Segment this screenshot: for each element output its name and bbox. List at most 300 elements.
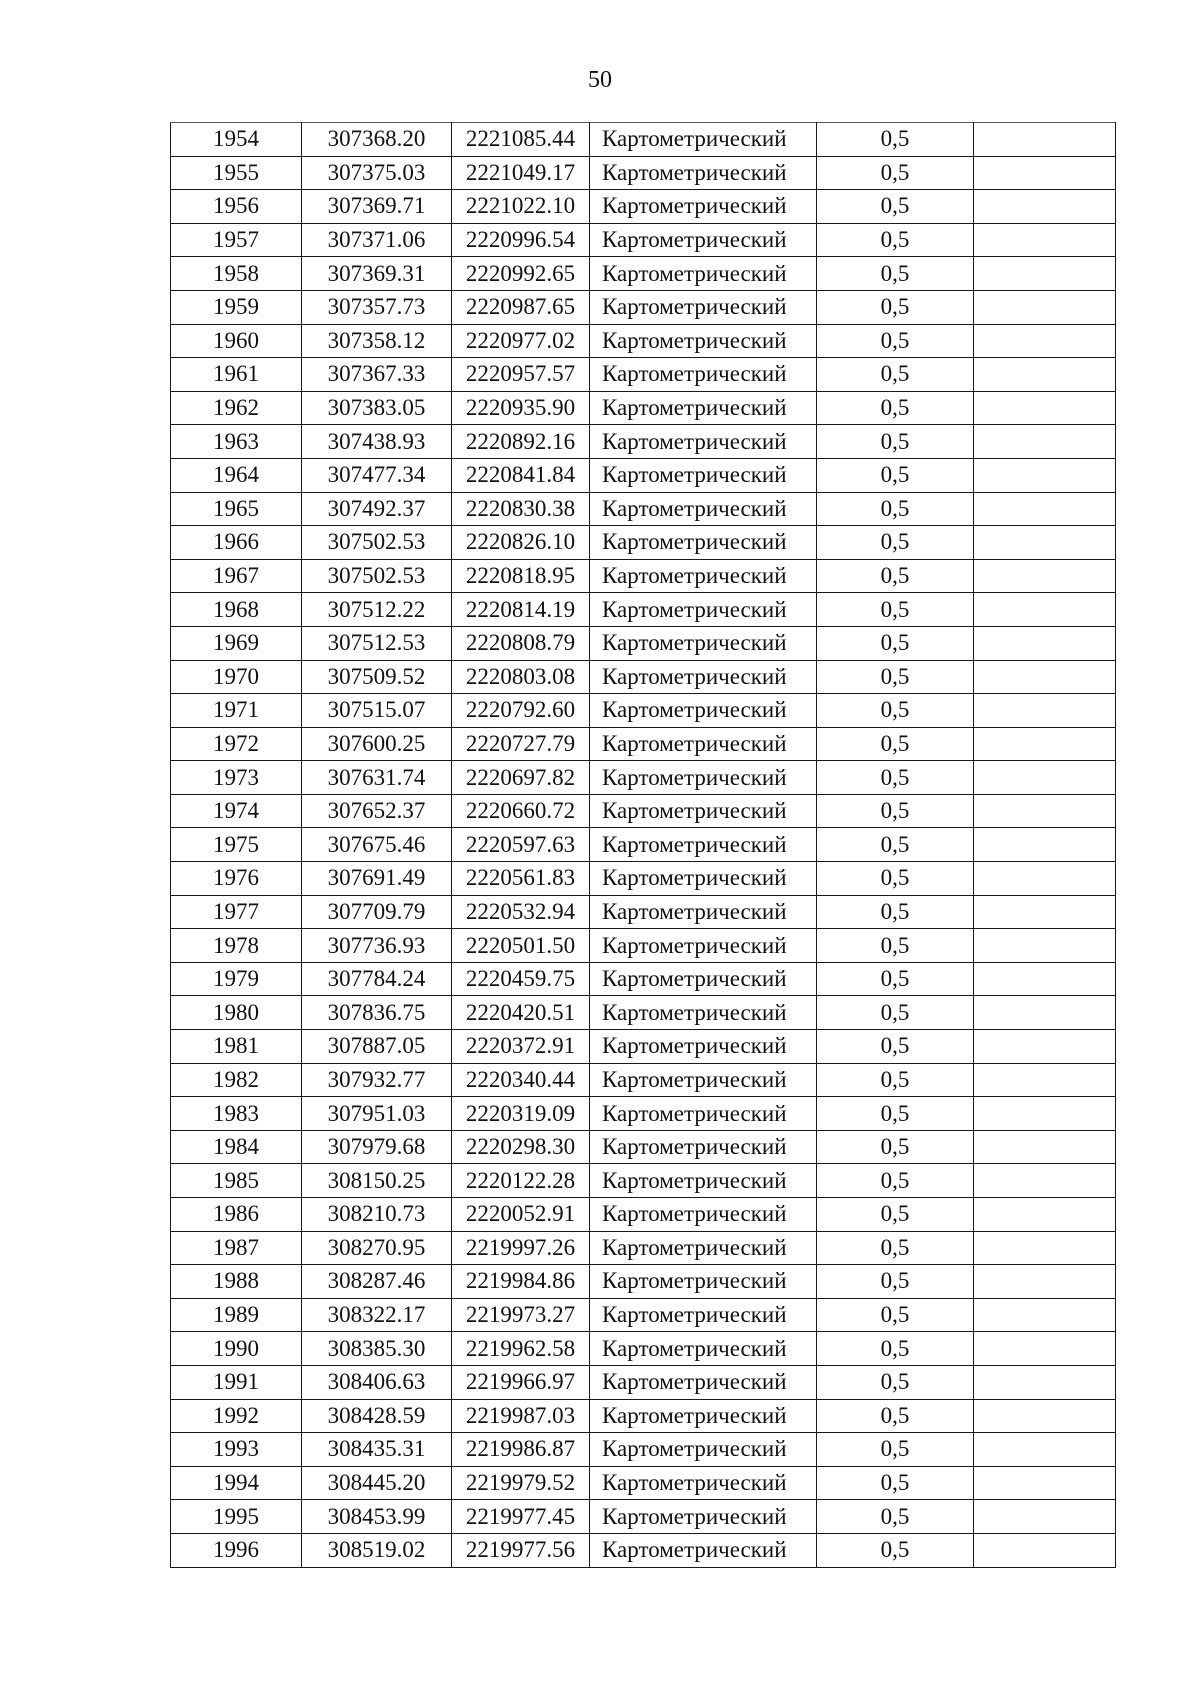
table-row	[171, 1533, 1116, 1567]
point-number-cell: 1968	[171, 593, 302, 627]
y-coordinate-cell: 2220532.94	[452, 895, 590, 929]
y-coordinate-cell: 2219986.87	[452, 1433, 590, 1467]
y-coordinate-cell: 2220697.82	[452, 761, 590, 795]
x-coordinate-cell: 307932.77	[302, 1063, 452, 1097]
accuracy-cell: 0,5	[817, 1466, 974, 1500]
table-row	[171, 761, 1116, 795]
y-coordinate-cell: 2219987.03	[452, 1399, 590, 1433]
table-row	[171, 492, 1116, 526]
point-number-cell: 1992	[171, 1399, 302, 1433]
method-cell: Картометрический	[590, 324, 817, 358]
note-cell	[974, 794, 1116, 828]
y-coordinate-cell: 2220803.08	[452, 660, 590, 694]
method-cell: Картометрический	[590, 1466, 817, 1500]
table-row	[171, 458, 1116, 492]
x-coordinate-cell: 308210.73	[302, 1198, 452, 1232]
x-coordinate-cell: 307512.53	[302, 626, 452, 660]
method-cell: Картометрический	[590, 1164, 817, 1198]
point-number-cell: 1981	[171, 1030, 302, 1064]
accuracy-cell: 0,5	[817, 626, 974, 660]
table-row	[171, 1365, 1116, 1399]
table-row	[171, 1231, 1116, 1265]
note-cell	[974, 996, 1116, 1030]
note-cell	[974, 458, 1116, 492]
x-coordinate-cell: 307368.20	[302, 123, 452, 157]
x-coordinate-cell: 307502.53	[302, 526, 452, 560]
y-coordinate-cell: 2220340.44	[452, 1063, 590, 1097]
point-number-cell: 1983	[171, 1097, 302, 1131]
method-cell: Картометрический	[590, 1097, 817, 1131]
method-cell: Картометрический	[590, 1500, 817, 1534]
note-cell	[974, 962, 1116, 996]
accuracy-cell: 0,5	[817, 1130, 974, 1164]
table-row	[171, 1399, 1116, 1433]
accuracy-cell: 0,5	[817, 1030, 974, 1064]
x-coordinate-cell: 307515.07	[302, 694, 452, 728]
table-row	[171, 1298, 1116, 1332]
accuracy-cell: 0,5	[817, 1265, 974, 1299]
accuracy-cell: 0,5	[817, 660, 974, 694]
method-cell: Картометрический	[590, 895, 817, 929]
y-coordinate-cell: 2220372.91	[452, 1030, 590, 1064]
table-row	[171, 559, 1116, 593]
x-coordinate-cell: 307836.75	[302, 996, 452, 1030]
point-number-cell: 1956	[171, 190, 302, 224]
accuracy-cell: 0,5	[817, 1164, 974, 1198]
table-row	[171, 626, 1116, 660]
point-number-cell: 1986	[171, 1198, 302, 1232]
accuracy-cell: 0,5	[817, 828, 974, 862]
point-number-cell: 1961	[171, 358, 302, 392]
y-coordinate-cell: 2220808.79	[452, 626, 590, 660]
table-row	[171, 223, 1116, 257]
accuracy-cell: 0,5	[817, 458, 974, 492]
x-coordinate-cell: 308385.30	[302, 1332, 452, 1366]
point-number-cell: 1970	[171, 660, 302, 694]
method-cell: Картометрический	[590, 1399, 817, 1433]
y-coordinate-cell: 2220052.91	[452, 1198, 590, 1232]
note-cell	[974, 1231, 1116, 1265]
x-coordinate-cell: 308453.99	[302, 1500, 452, 1534]
x-coordinate-cell: 307502.53	[302, 559, 452, 593]
accuracy-cell: 0,5	[817, 1433, 974, 1467]
note-cell	[974, 761, 1116, 795]
x-coordinate-cell: 308406.63	[302, 1365, 452, 1399]
accuracy-cell: 0,5	[817, 257, 974, 291]
x-coordinate-cell: 307979.68	[302, 1130, 452, 1164]
method-cell: Картометрический	[590, 1130, 817, 1164]
accuracy-cell: 0,5	[817, 123, 974, 157]
note-cell	[974, 1298, 1116, 1332]
accuracy-cell: 0,5	[817, 929, 974, 963]
point-number-cell: 1965	[171, 492, 302, 526]
method-cell: Картометрический	[590, 492, 817, 526]
note-cell	[974, 1332, 1116, 1366]
point-number-cell: 1966	[171, 526, 302, 560]
table-row	[171, 895, 1116, 929]
method-cell: Картометрический	[590, 559, 817, 593]
method-cell: Картометрический	[590, 290, 817, 324]
note-cell	[974, 862, 1116, 896]
accuracy-cell: 0,5	[817, 862, 974, 896]
y-coordinate-cell: 2220792.60	[452, 694, 590, 728]
table-row	[171, 123, 1116, 157]
note-cell	[974, 1500, 1116, 1534]
method-cell: Картометрический	[590, 358, 817, 392]
table-row	[171, 1332, 1116, 1366]
note-cell	[974, 1097, 1116, 1131]
accuracy-cell: 0,5	[817, 324, 974, 358]
point-number-cell: 1971	[171, 694, 302, 728]
x-coordinate-cell: 307784.24	[302, 962, 452, 996]
table-row	[171, 593, 1116, 627]
note-cell	[974, 828, 1116, 862]
method-cell: Картометрический	[590, 828, 817, 862]
note-cell	[974, 660, 1116, 694]
note-cell	[974, 324, 1116, 358]
table-row	[171, 1130, 1116, 1164]
y-coordinate-cell: 2220122.28	[452, 1164, 590, 1198]
method-cell: Картометрический	[590, 1198, 817, 1232]
point-number-cell: 1989	[171, 1298, 302, 1332]
point-number-cell: 1972	[171, 727, 302, 761]
y-coordinate-cell: 2220298.30	[452, 1130, 590, 1164]
y-coordinate-cell: 2220826.10	[452, 526, 590, 560]
x-coordinate-cell: 307438.93	[302, 425, 452, 459]
y-coordinate-cell: 2220727.79	[452, 727, 590, 761]
y-coordinate-cell: 2219979.52	[452, 1466, 590, 1500]
table-row	[171, 358, 1116, 392]
table-row	[171, 794, 1116, 828]
point-number-cell: 1978	[171, 929, 302, 963]
point-number-cell: 1958	[171, 257, 302, 291]
x-coordinate-cell: 307675.46	[302, 828, 452, 862]
point-number-cell: 1957	[171, 223, 302, 257]
x-coordinate-cell: 307631.74	[302, 761, 452, 795]
method-cell: Картометрический	[590, 458, 817, 492]
note-cell	[974, 1063, 1116, 1097]
point-number-cell: 1996	[171, 1533, 302, 1567]
point-number-cell: 1959	[171, 290, 302, 324]
point-number-cell: 1988	[171, 1265, 302, 1299]
note-cell	[974, 1365, 1116, 1399]
y-coordinate-cell: 2220841.84	[452, 458, 590, 492]
y-coordinate-cell: 2219966.97	[452, 1365, 590, 1399]
note-cell	[974, 257, 1116, 291]
x-coordinate-cell: 307512.22	[302, 593, 452, 627]
note-cell	[974, 1433, 1116, 1467]
x-coordinate-cell: 307736.93	[302, 929, 452, 963]
method-cell: Картометрический	[590, 526, 817, 560]
note-cell	[974, 358, 1116, 392]
y-coordinate-cell: 2220319.09	[452, 1097, 590, 1131]
accuracy-cell: 0,5	[817, 1231, 974, 1265]
method-cell: Картометрический	[590, 962, 817, 996]
y-coordinate-cell: 2220996.54	[452, 223, 590, 257]
x-coordinate-cell: 308150.25	[302, 1164, 452, 1198]
accuracy-cell: 0,5	[817, 1500, 974, 1534]
note-cell	[974, 290, 1116, 324]
table-row	[171, 929, 1116, 963]
method-cell: Картометрический	[590, 1533, 817, 1567]
accuracy-cell: 0,5	[817, 1365, 974, 1399]
x-coordinate-cell: 307371.06	[302, 223, 452, 257]
page-number: 50	[588, 67, 612, 93]
y-coordinate-cell: 2219977.56	[452, 1533, 590, 1567]
method-cell: Картометрический	[590, 862, 817, 896]
method-cell: Картометрический	[590, 761, 817, 795]
y-coordinate-cell: 2219962.58	[452, 1332, 590, 1366]
accuracy-cell: 0,5	[817, 190, 974, 224]
x-coordinate-cell: 307509.52	[302, 660, 452, 694]
point-number-cell: 1977	[171, 895, 302, 929]
point-number-cell: 1962	[171, 391, 302, 425]
y-coordinate-cell: 2219977.45	[452, 1500, 590, 1534]
table-row	[171, 1063, 1116, 1097]
x-coordinate-cell: 307375.03	[302, 156, 452, 190]
y-coordinate-cell: 2220935.90	[452, 391, 590, 425]
x-coordinate-cell: 308445.20	[302, 1466, 452, 1500]
accuracy-cell: 0,5	[817, 492, 974, 526]
method-cell: Картометрический	[590, 123, 817, 157]
point-number-cell: 1990	[171, 1332, 302, 1366]
note-cell	[974, 1399, 1116, 1433]
note-cell	[974, 1164, 1116, 1198]
accuracy-cell: 0,5	[817, 290, 974, 324]
point-number-cell: 1979	[171, 962, 302, 996]
x-coordinate-cell: 307652.37	[302, 794, 452, 828]
note-cell	[974, 526, 1116, 560]
accuracy-cell: 0,5	[817, 694, 974, 728]
accuracy-cell: 0,5	[817, 895, 974, 929]
accuracy-cell: 0,5	[817, 996, 974, 1030]
point-number-cell: 1954	[171, 123, 302, 157]
point-number-cell: 1994	[171, 1466, 302, 1500]
method-cell: Картометрический	[590, 694, 817, 728]
note-cell	[974, 1466, 1116, 1500]
method-cell: Картометрический	[590, 996, 817, 1030]
note-cell	[974, 1130, 1116, 1164]
point-number-cell: 1976	[171, 862, 302, 896]
table-row	[171, 828, 1116, 862]
y-coordinate-cell: 2220957.57	[452, 358, 590, 392]
table-row	[171, 1466, 1116, 1500]
table-row	[171, 996, 1116, 1030]
note-cell	[974, 425, 1116, 459]
point-number-cell: 1975	[171, 828, 302, 862]
x-coordinate-cell: 308270.95	[302, 1231, 452, 1265]
x-coordinate-cell: 307358.12	[302, 324, 452, 358]
method-cell: Картометрический	[590, 794, 817, 828]
method-cell: Картометрический	[590, 1332, 817, 1366]
method-cell: Картометрический	[590, 391, 817, 425]
point-number-cell: 1982	[171, 1063, 302, 1097]
note-cell	[974, 1030, 1116, 1064]
x-coordinate-cell: 307492.37	[302, 492, 452, 526]
coordinates-table	[170, 122, 1116, 1568]
x-coordinate-cell: 307383.05	[302, 391, 452, 425]
note-cell	[974, 727, 1116, 761]
method-cell: Картометрический	[590, 1298, 817, 1332]
method-cell: Картометрический	[590, 593, 817, 627]
accuracy-cell: 0,5	[817, 1399, 974, 1433]
accuracy-cell: 0,5	[817, 559, 974, 593]
method-cell: Картометрический	[590, 223, 817, 257]
coordinates-table-container	[170, 122, 1115, 1568]
point-number-cell: 1985	[171, 1164, 302, 1198]
x-coordinate-cell: 307477.34	[302, 458, 452, 492]
accuracy-cell: 0,5	[817, 1298, 974, 1332]
accuracy-cell: 0,5	[817, 1533, 974, 1567]
accuracy-cell: 0,5	[817, 358, 974, 392]
y-coordinate-cell: 2220814.19	[452, 593, 590, 627]
method-cell: Картометрический	[590, 727, 817, 761]
x-coordinate-cell: 308435.31	[302, 1433, 452, 1467]
y-coordinate-cell: 2221085.44	[452, 123, 590, 157]
y-coordinate-cell: 2221049.17	[452, 156, 590, 190]
accuracy-cell: 0,5	[817, 391, 974, 425]
y-coordinate-cell: 2220818.95	[452, 559, 590, 593]
table-row	[171, 1198, 1116, 1232]
table-row	[171, 660, 1116, 694]
x-coordinate-cell: 307357.73	[302, 290, 452, 324]
y-coordinate-cell: 2219973.27	[452, 1298, 590, 1332]
accuracy-cell: 0,5	[817, 526, 974, 560]
accuracy-cell: 0,5	[817, 223, 974, 257]
note-cell	[974, 223, 1116, 257]
point-number-cell: 1955	[171, 156, 302, 190]
y-coordinate-cell: 2220459.75	[452, 962, 590, 996]
point-number-cell: 1974	[171, 794, 302, 828]
y-coordinate-cell: 2219997.26	[452, 1231, 590, 1265]
accuracy-cell: 0,5	[817, 1198, 974, 1232]
x-coordinate-cell: 308519.02	[302, 1533, 452, 1567]
note-cell	[974, 123, 1116, 157]
accuracy-cell: 0,5	[817, 156, 974, 190]
x-coordinate-cell: 307691.49	[302, 862, 452, 896]
accuracy-cell: 0,5	[817, 794, 974, 828]
table-row	[171, 727, 1116, 761]
table-row	[171, 1097, 1116, 1131]
note-cell	[974, 895, 1116, 929]
table-row	[171, 391, 1116, 425]
note-cell	[974, 593, 1116, 627]
point-number-cell: 1980	[171, 996, 302, 1030]
table-row	[171, 862, 1116, 896]
table-row	[171, 1433, 1116, 1467]
note-cell	[974, 559, 1116, 593]
table-row	[171, 1030, 1116, 1064]
method-cell: Картометрический	[590, 1063, 817, 1097]
method-cell: Картометрический	[590, 660, 817, 694]
accuracy-cell: 0,5	[817, 1097, 974, 1131]
accuracy-cell: 0,5	[817, 962, 974, 996]
y-coordinate-cell: 2220561.83	[452, 862, 590, 896]
accuracy-cell: 0,5	[817, 593, 974, 627]
y-coordinate-cell: 2221022.10	[452, 190, 590, 224]
y-coordinate-cell: 2220597.63	[452, 828, 590, 862]
accuracy-cell: 0,5	[817, 1063, 974, 1097]
x-coordinate-cell: 307369.71	[302, 190, 452, 224]
note-cell	[974, 1265, 1116, 1299]
point-number-cell: 1967	[171, 559, 302, 593]
y-coordinate-cell: 2220501.50	[452, 929, 590, 963]
note-cell	[974, 190, 1116, 224]
method-cell: Картометрический	[590, 257, 817, 291]
y-coordinate-cell: 2220830.38	[452, 492, 590, 526]
x-coordinate-cell: 308322.17	[302, 1298, 452, 1332]
note-cell	[974, 156, 1116, 190]
point-number-cell: 1993	[171, 1433, 302, 1467]
point-number-cell: 1960	[171, 324, 302, 358]
method-cell: Картометрический	[590, 929, 817, 963]
table-row	[171, 290, 1116, 324]
note-cell	[974, 391, 1116, 425]
table-row	[171, 156, 1116, 190]
y-coordinate-cell: 2220987.65	[452, 290, 590, 324]
point-number-cell: 1987	[171, 1231, 302, 1265]
table-row	[171, 1164, 1116, 1198]
y-coordinate-cell: 2220660.72	[452, 794, 590, 828]
point-number-cell: 1973	[171, 761, 302, 795]
accuracy-cell: 0,5	[817, 761, 974, 795]
method-cell: Картометрический	[590, 156, 817, 190]
table-row	[171, 526, 1116, 560]
table-row	[171, 694, 1116, 728]
note-cell	[974, 492, 1116, 526]
point-number-cell: 1963	[171, 425, 302, 459]
table-row	[171, 190, 1116, 224]
x-coordinate-cell: 307367.33	[302, 358, 452, 392]
point-number-cell: 1969	[171, 626, 302, 660]
x-coordinate-cell: 307887.05	[302, 1030, 452, 1064]
note-cell	[974, 1533, 1116, 1567]
y-coordinate-cell: 2219984.86	[452, 1265, 590, 1299]
method-cell: Картометрический	[590, 1365, 817, 1399]
table-row	[171, 324, 1116, 358]
y-coordinate-cell: 2220892.16	[452, 425, 590, 459]
x-coordinate-cell: 307709.79	[302, 895, 452, 929]
accuracy-cell: 0,5	[817, 1332, 974, 1366]
x-coordinate-cell: 308287.46	[302, 1265, 452, 1299]
note-cell	[974, 626, 1116, 660]
table-row	[171, 1500, 1116, 1534]
point-number-cell: 1995	[171, 1500, 302, 1534]
table-row	[171, 1265, 1116, 1299]
method-cell: Картометрический	[590, 1433, 817, 1467]
accuracy-cell: 0,5	[817, 727, 974, 761]
point-number-cell: 1964	[171, 458, 302, 492]
accuracy-cell: 0,5	[817, 425, 974, 459]
point-number-cell: 1984	[171, 1130, 302, 1164]
table-row	[171, 425, 1116, 459]
x-coordinate-cell: 307951.03	[302, 1097, 452, 1131]
point-number-cell: 1991	[171, 1365, 302, 1399]
method-cell: Картометрический	[590, 190, 817, 224]
x-coordinate-cell: 307369.31	[302, 257, 452, 291]
note-cell	[974, 1198, 1116, 1232]
y-coordinate-cell: 2220992.65	[452, 257, 590, 291]
table-row	[171, 257, 1116, 291]
note-cell	[974, 694, 1116, 728]
y-coordinate-cell: 2220420.51	[452, 996, 590, 1030]
x-coordinate-cell: 308428.59	[302, 1399, 452, 1433]
method-cell: Картометрический	[590, 1231, 817, 1265]
method-cell: Картометрический	[590, 1265, 817, 1299]
note-cell	[974, 929, 1116, 963]
x-coordinate-cell: 307600.25	[302, 727, 452, 761]
method-cell: Картометрический	[590, 1030, 817, 1064]
